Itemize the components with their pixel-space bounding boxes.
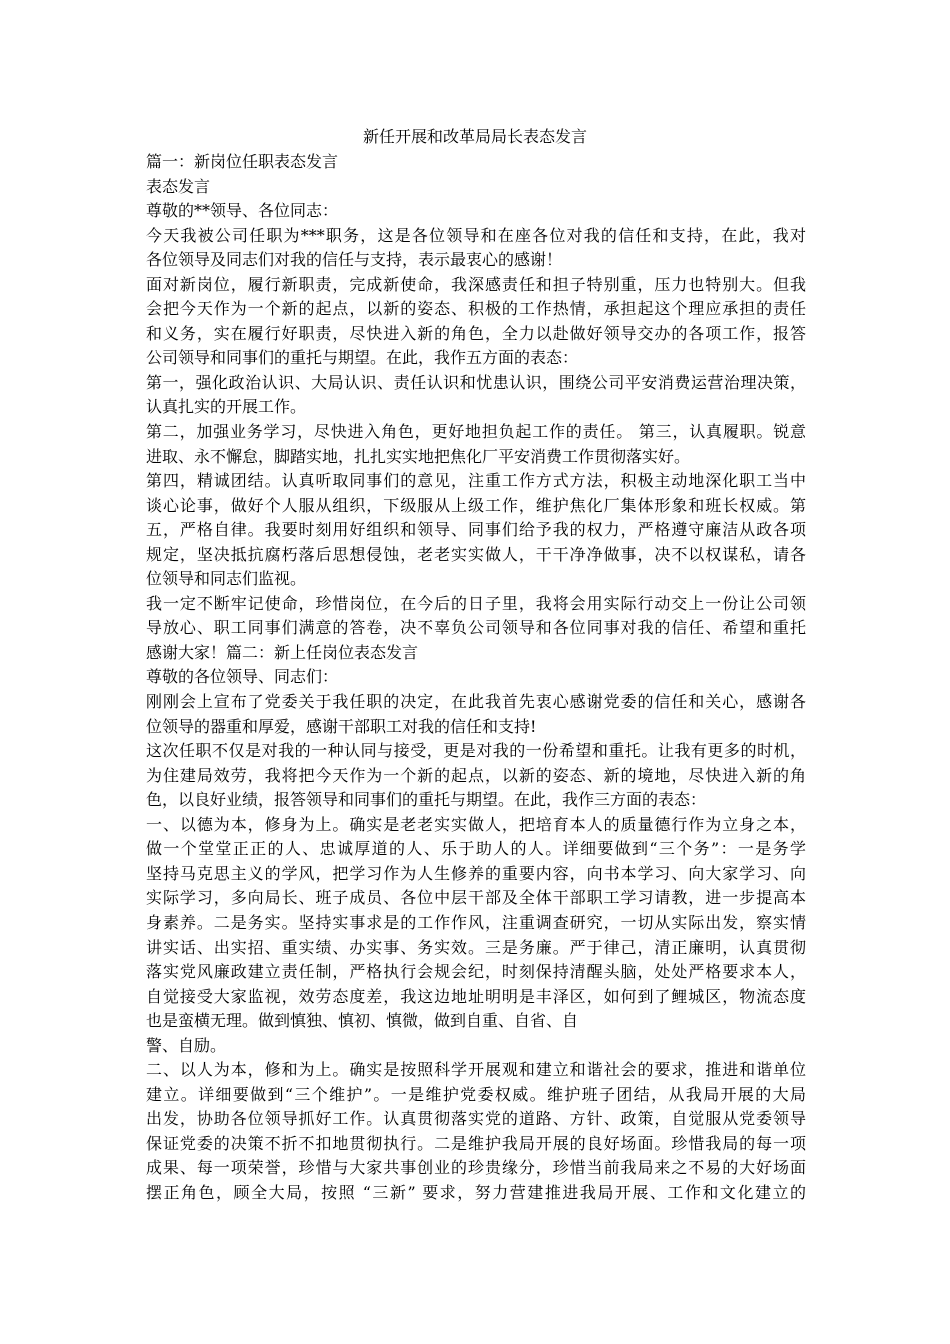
text-line: 规定，坚决抵抗腐朽落后思想侵蚀，老老实实做人，干干净净做事，决不以权谋私，请各 (146, 544, 806, 564)
text-line: 这次任职不仅是对我的一种认同与接受，更是对我的一份希望和重托。让我有更多的时机， (146, 741, 806, 761)
text-line: 自觉接受大家监视，效劳态度差，我这边地址明明是丰泽区，如何到了鲤城区，物流态度 (146, 986, 806, 1006)
text-line: 第二，加强业务学习，尽快进入角色，更好地担负起工作的责任。 第三，认真履职。锐意 (146, 422, 806, 442)
text-line: 二、以人为本，修和为上。确实是按照科学开展观和建立和谐社会的要求，推进和谐单位 (146, 1060, 806, 1080)
text-line: 公司领导和同事们的重托与期望。在此，我作五方面的表态： (146, 348, 579, 368)
text-line: 做一个堂堂正正的人、忠诚厚道的人、乐于助人的人。详细要做到“三个务”：一是务学 (146, 839, 806, 859)
text-line: 认真扎实的开展工作。 (146, 397, 307, 417)
text-line: 谈心论事，做好个人服从组织，下级服从上级工作，维护焦化厂集体形象和班长权威。第 (146, 495, 806, 515)
text-line: 出发，协助各位领导抓好工作。认真贯彻落实党的道路、方针、政策，自觉服从党委领导 (146, 1109, 806, 1129)
text-line: 色，以良好业绩，报答领导和同事们的重托与期望。在此，我作三方面的表态： (146, 790, 707, 810)
text-line: 为住建局效劳，我将把今天作为一个新的起点，以新的姿态、新的境地，尽快进入新的角 (146, 765, 806, 785)
text-line: 导放心、职工同事们满意的答卷，决不辜负公司领导和各位同事对我的信任、希望和重托 (146, 618, 806, 638)
text-line: 一、以德为本，修身为上。确实是老老实实做人，把培育本人的质量德行作为立身之本， (146, 814, 806, 834)
text-line: 第一，强化政治认识、大局认识、责任认识和忧患认识，围绕公司平安消费运营治理决策， (146, 372, 806, 392)
text-line: 刚刚会上宣布了党委关于我任职的决定，在此我首先衷心感谢党委的信任和关心，感谢各 (146, 692, 806, 712)
text-line: 今天我被公司任职为***职务，这是各位领导和在座各位对我的信任和支持，在此，我对 (146, 225, 806, 245)
text-line: 表态发言 (146, 176, 211, 196)
text-line: 位领导和同志们监视。 (146, 569, 307, 589)
text-line: 建立。详细要做到“三个维护”。一是维护党委权威。维护班子团结，从我局开展的大局 (146, 1084, 806, 1104)
document-title: 新任开展和改革局局长表态发言 (362, 127, 587, 146)
text-line: 篇一：新岗位任职表态发言 (146, 152, 339, 171)
text-line: 我一定不断牢记使命，珍惜岗位，在今后的日子里，我将会用实际行动交上一份让公司领 (146, 593, 806, 613)
text-line: 位领导的器重和厚爱，感谢干部职工对我的信任和支持! (146, 716, 537, 736)
text-line: 摆正角色，顾全大局，按照 “三新” 要求，努力营建推进我局开展、工作和文化建立的 (146, 1182, 806, 1202)
text-line: 落实党风廉政建立责任制，严格执行会规会纪，时刻保持清醒头脑，处处严格要求本人， (146, 962, 806, 982)
text-line: 各位领导及同志们对我的信任与支持，表示最衷心的感谢！ (146, 250, 563, 270)
text-line: 进取、永不懈怠，脚踏实地，扎扎实实地把焦化厂平安消费工作贯彻落实好。 (146, 446, 691, 466)
text-line: 和义务，实在履行好职责，尽快进入新的角色，全力以赴做好领导交办的各项工作，报答 (146, 323, 806, 343)
text-line: 感谢大家！篇二：新上任岗位表态发言 (146, 642, 419, 662)
text-line: 身素养。二是务实。坚持实事求是的工作作风，注重调查研究，一切从实际出发，察实情 (146, 912, 806, 932)
text-line: 面对新岗位，履行新职责，完成新使命，我深感责任和担子特别重，压力也特别大。但我 (146, 274, 806, 294)
text-line: 尊敬的**领导、各位同志： (146, 201, 339, 221)
text-line: 第四，精诚团结。认真听取同事们的意见，注重工作方式方法，积极主动地深化职工当中 (146, 471, 806, 491)
text-line: 讲实话、出实招、重实绩、办实事、务实效。三是务廉。严于律己，清正廉明，认真贯彻 (146, 937, 806, 957)
text-line: 保证党委的决策不折不扣地贯彻执行。二是维护我局开展的良好场面。珍惜我局的每一项 (146, 1133, 806, 1153)
text-line: 五，严格自律。我要时刻用好组织和领导、同事们给予我的权力，严格遵守廉洁从政各项 (146, 520, 806, 540)
text-line: 警、自励。 (146, 1035, 227, 1055)
text-line: 成果、每一项荣誉，珍惜与大家共事创业的珍贵缘分，珍惜当前我局来之不易的大好场面 (146, 1158, 806, 1178)
text-line: 也是蛮横无理。做到慎独、慎初、慎微，做到自重、自省、自 (146, 1011, 579, 1031)
text-line: 会把今天作为一个新的起点，以新的姿态、积极的工作热情，承担起这个理应承担的责任 (146, 299, 806, 319)
text-line: 坚持马克思主义的学风，把学习作为人生修养的重要内容，向书本学习、向大家学习、向 (146, 863, 806, 883)
document-body (146, 150, 806, 1206)
text-line: 实际学习，多向局长、班子成员、各位中层干部及全体干部职工学习请教，进一步提高本 (146, 888, 806, 908)
text-line: 尊敬的各位领导、同志们： (146, 667, 339, 687)
